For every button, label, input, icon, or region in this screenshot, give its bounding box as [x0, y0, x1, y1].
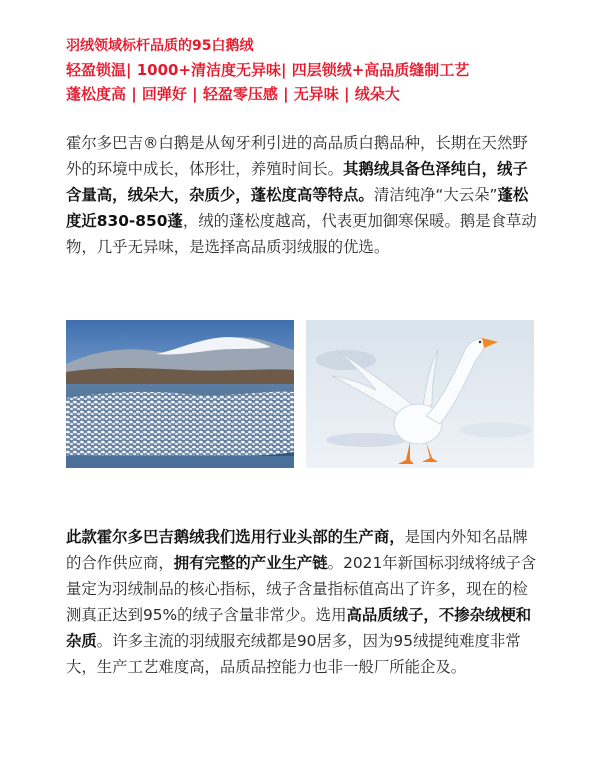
supplier-text-3: 。许多主流的羽绒服充绒都是90居多，因为95绒提纯难度非常大，生产工艺难度高，品质品控能力也非一般厂所能企及。 [66, 632, 521, 676]
headline-3: 蓬松度高 | 回弹好 | 轻盈零压感 | 无异味 | 绒朵大 [66, 85, 400, 103]
supplier-text-1: 是国内外知名品牌的合作供应商， [66, 528, 528, 572]
intro-paragraph [66, 130, 542, 260]
white-goose-spreading-wings-photo [306, 320, 534, 468]
supplier-bold-3: 高品质绒子，不掺杂绒梗和杂质 [66, 606, 532, 650]
supplier-bold-1: 此款霍尔多巴吉鹅绒我们选用行业头部的生产商， [66, 528, 405, 546]
headline-1: 羽绒领域标杆品质的95白鹅绒 [66, 38, 254, 54]
headline-2: 轻盈锁温| 1000+清洁度无异味| 四层锁绒+高品质缝制工艺 [66, 61, 470, 79]
supplier-paragraph [66, 524, 542, 680]
intro-bold-2: 蓬松度近830-850蓬 [66, 186, 529, 230]
snow-geese-lake-photo [66, 320, 294, 468]
intro-text-2: 清洁纯净“大云朵” [373, 186, 498, 204]
intro-text-1: 霍尔多巴吉®白鹅是从匈牙利引进的高品质白鹅品种，长期在天然野外的环境中成长，体形壮，养殖时间长。 [66, 134, 528, 178]
intro-text-3: ，绒的蓬松度越高，代表更加御寒保暖。鹅是食草动物，几乎无异味，是选择高品质羽绒服的优选。 [66, 212, 537, 256]
supplier-text-2: 。2021年新国标羽绒将绒子含量定为羽绒制品的核心指标，绒子含量指标值高出了许多，现在的检测真正达到95%的绒子含量非常少。选用 [66, 554, 537, 624]
supplier-bold-2: 拥有完整的产业生产链 [173, 554, 328, 572]
intro-bold-1: 其鹅绒具备色泽纯白，绒子含量高，绒朵大，杂质少，蓬松度高等特点。 [66, 160, 528, 204]
headline-block [66, 34, 546, 106]
